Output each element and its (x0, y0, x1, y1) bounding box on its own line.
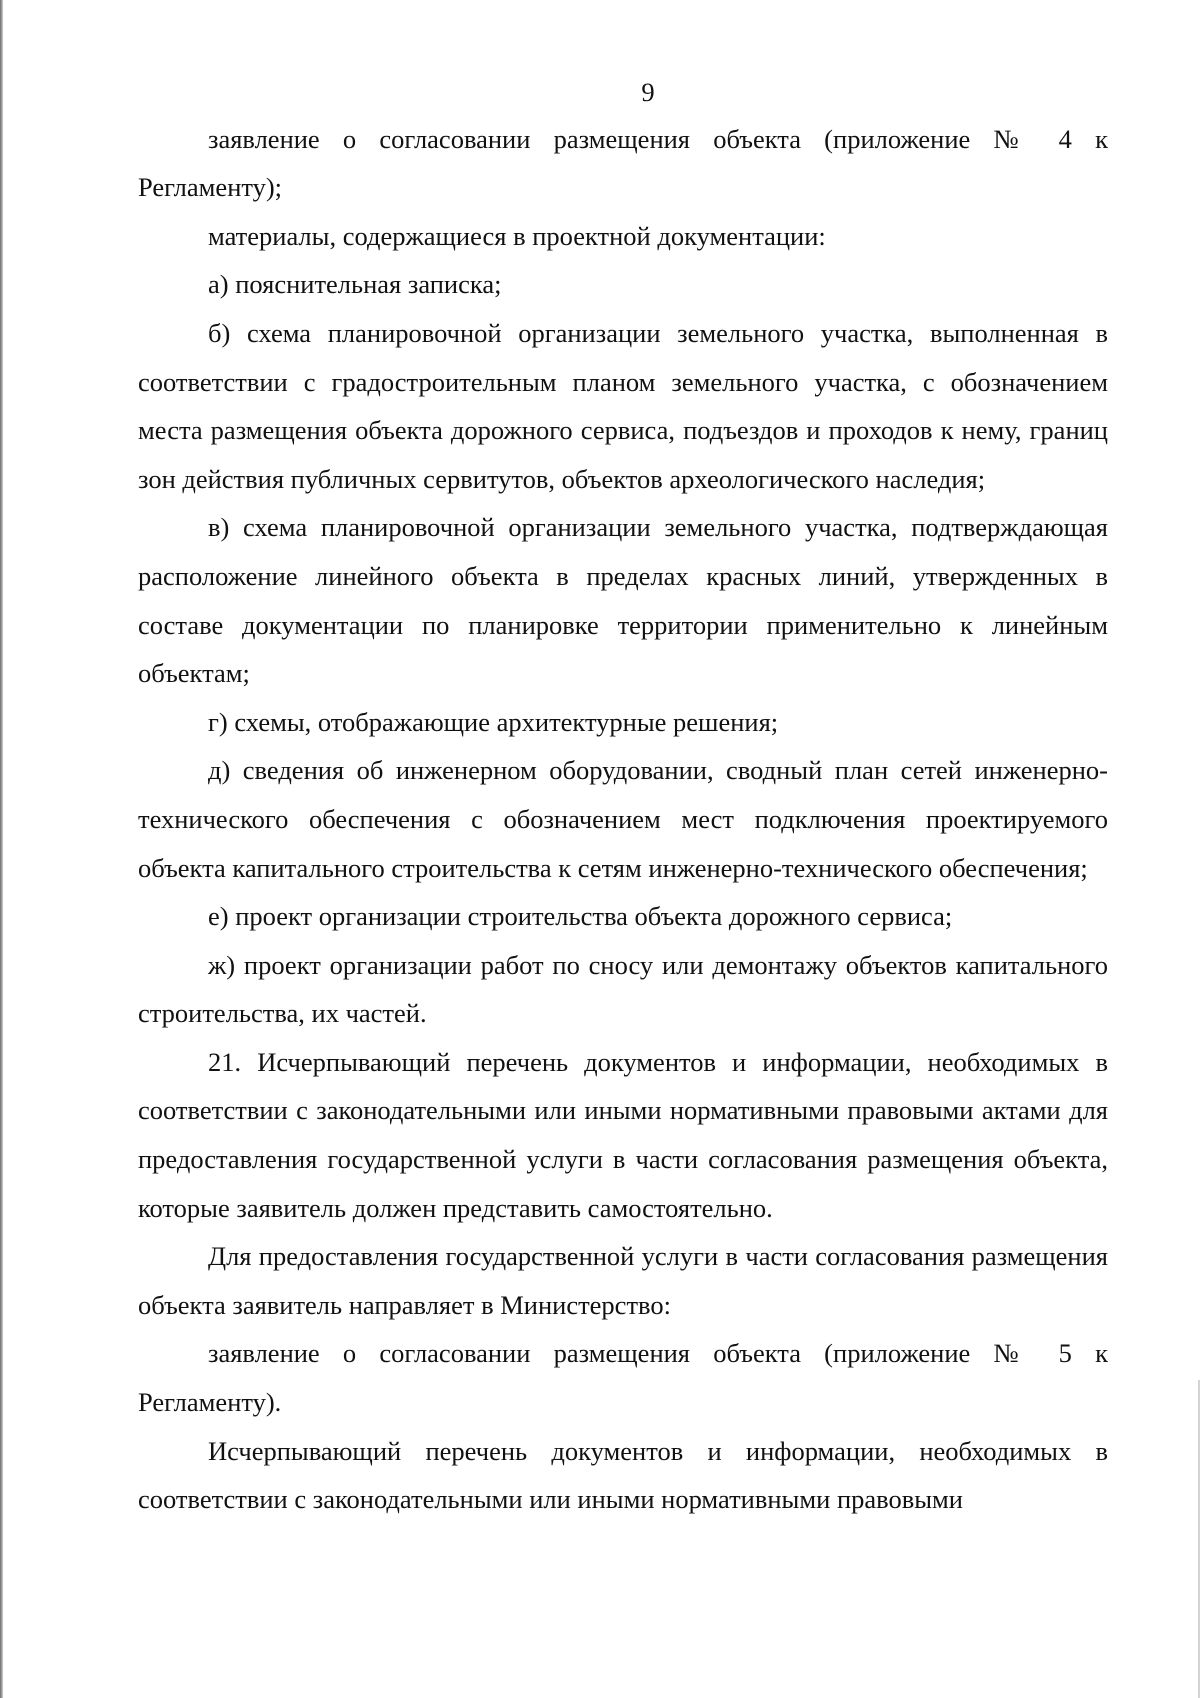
document-page (138, 68, 1108, 1524)
list-item-d: д) сведения об инженерном оборудовании, сводный план сетей инженерно-технического обеспечения с обозначением мест подключения проектируемого объекта капитального строительства к сетям инженерно-технического обеспечения; (138, 755, 1108, 883)
paragraph-application: заявление о согласовании размещения объекта (приложение № 4 к Регламенту); (138, 123, 1108, 203)
list-item-v: в) схема планировочной организации земельного участка, подтверждающая расположение линейного объекта в пределах красных линий, утвержденных в составе документации по планировке территории применительно к линейным объектам; (138, 512, 1108, 689)
list-item-g: г) схемы, отображающие архитектурные решения; (208, 706, 779, 737)
list-item-b: б) схема планировочной организации земельного участка, выполненная в соответствии с градостроительным планом земельного участка, с обозначением места размещения объекта дорожного сервиса, подъездов и проходов к нему, границ зон действия публичных сервитутов, объектов археологического наследия; (138, 317, 1108, 494)
paragraph-exhaustive-list: Исчерпывающий перечень документов и информации, необходимых в соответствии с законодательными или иными нормативными правовыми (138, 1435, 1108, 1515)
list-item-zh: ж) проект организации работ по сносу или демонтажу объектов капитального строительства, их частей. (138, 949, 1108, 1029)
paragraph-provision: Для предоставления государственной услуги в части согласования размещения объекта заявитель направляет в Министерство: (138, 1241, 1108, 1320)
list-item-e: е) проект организации строительства объекта дорожного сервиса; (208, 901, 953, 932)
page-number: 9 (641, 77, 655, 107)
paragraph-materials: материалы, содержащиеся в проектной документации: (208, 220, 826, 251)
list-item-a: а) пояснительная записка; (208, 269, 502, 300)
paragraph-section-21: 21. Исчерпывающий перечень документов и информации, необходимых в соответствии с законодательными или иными нормативными правовыми актами для предоставления государственной услуги в части согласования размещения объекта, которые заявитель должен представить самостоятельно. (138, 1046, 1108, 1223)
scan-edge-left (0, 0, 3, 1698)
paragraph-application-5: заявление о согласовании размещения объекта (приложение № 5 к Регламенту). (138, 1338, 1108, 1418)
